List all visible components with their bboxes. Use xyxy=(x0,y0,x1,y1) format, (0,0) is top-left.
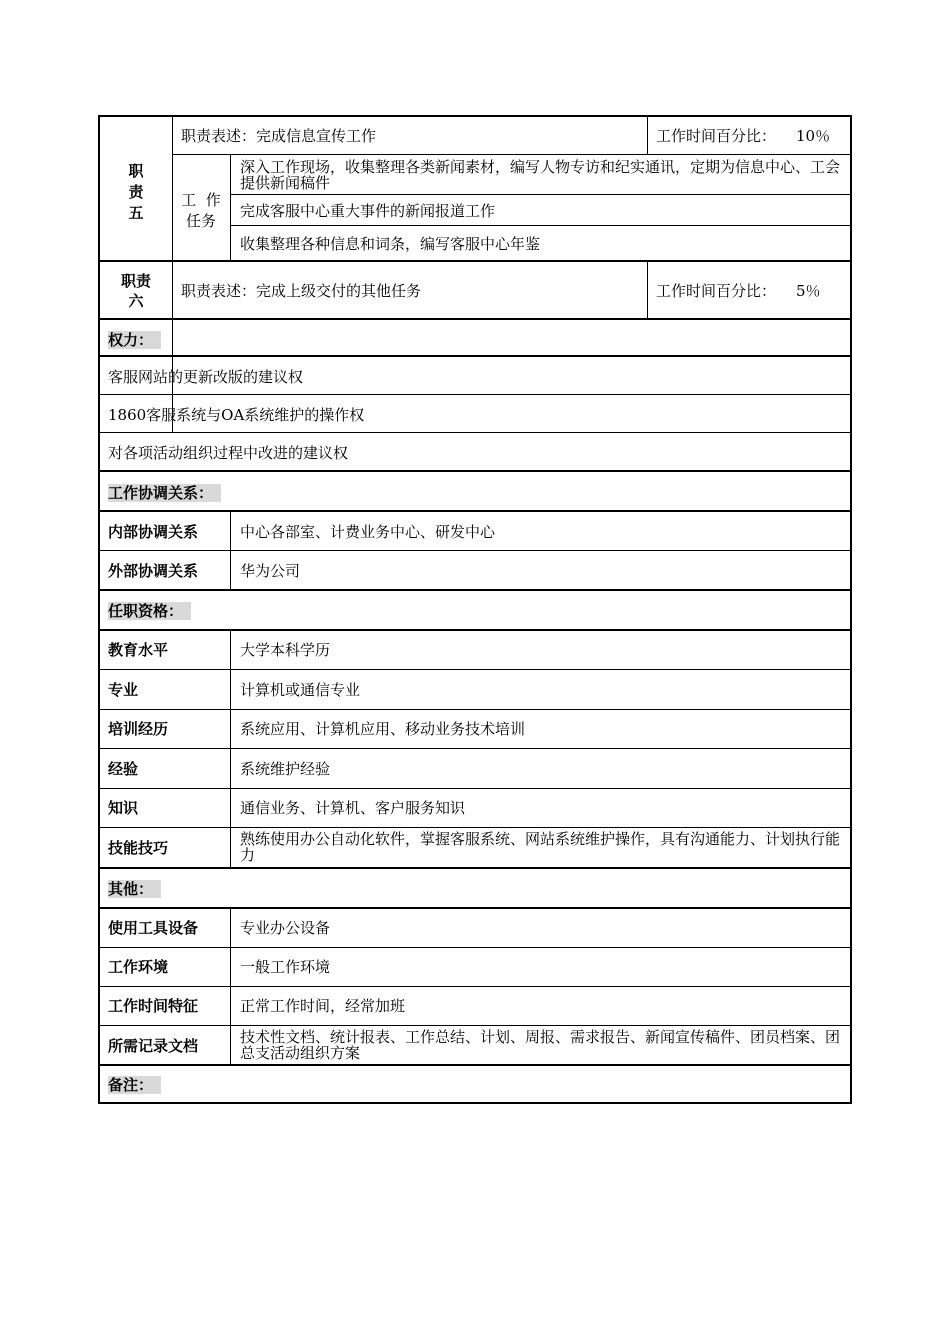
row-divider xyxy=(100,867,852,869)
coordination-label-external: 外部协调关系 xyxy=(108,562,199,580)
row-divider xyxy=(100,510,852,512)
qualification-value: 系统应用、计算机应用、移动业务技术培训 xyxy=(240,720,526,738)
qualification-value: 通信业务、计算机、客户服务知识 xyxy=(240,799,466,817)
duty5-task-2: 完成客服中心重大事件的新闻报道工作 xyxy=(240,202,496,220)
qualification-value: 系统维护经验 xyxy=(240,760,331,778)
authority-item-3: 对各项活动组织过程中改进的建议权 xyxy=(108,444,349,462)
row-divider xyxy=(100,550,852,551)
qualification-label: 培训经历 xyxy=(108,720,169,738)
other-label: 所需记录文档 xyxy=(108,1037,199,1055)
other-label: 使用工具设备 xyxy=(108,919,199,937)
duty6-time-value: 5％ xyxy=(796,282,821,300)
qualification-label: 技能技巧 xyxy=(108,839,169,857)
row-divider xyxy=(100,1064,852,1066)
row-divider xyxy=(100,827,852,828)
coordination-label-internal: 内部协调关系 xyxy=(108,523,199,541)
coordination-value-internal: 中心各部室、计费业务中心、研发中心 xyxy=(240,523,496,541)
column-divider xyxy=(230,154,231,261)
row-divider xyxy=(172,154,852,155)
column-divider xyxy=(230,909,231,1065)
qualification-value: 计算机或通信专业 xyxy=(240,681,361,699)
authority-title: 权力： xyxy=(108,332,161,349)
qualification-value: 大学本科学历 xyxy=(240,641,331,659)
duty5-task-3: 收集整理各种信息和词条，编写客服中心年鉴 xyxy=(240,235,541,253)
row-divider xyxy=(100,318,852,320)
other-value: 正常工作时间，经常加班 xyxy=(240,997,406,1015)
qualification-label: 经验 xyxy=(108,760,139,778)
coordination-title: 工作协调关系： xyxy=(108,485,221,502)
duty5-task-header: 工 作 任务 xyxy=(181,191,221,230)
row-divider xyxy=(100,709,852,710)
qualification-label: 教育水平 xyxy=(108,641,169,659)
authority-item-2: 1860客服系统与OA系统维护的操作权 xyxy=(108,406,365,424)
row-divider xyxy=(100,907,852,909)
other-value: 技术性文档、统计报表、工作总结、计划、周报、需求报告、新闻宣传稿件、团员档案、团总支活动组织方案 xyxy=(240,1028,841,1062)
row-divider xyxy=(100,788,852,789)
duty5-time-value: 10％ xyxy=(796,127,831,145)
row-divider xyxy=(100,470,852,472)
other-label: 工作环境 xyxy=(108,958,169,976)
row-divider xyxy=(100,947,852,948)
qualification-value: 熟练使用办公自动化软件，掌握客服系统、网站系统维护操作，具有沟通能力、计划执行能力 xyxy=(240,830,841,864)
other-label: 工作时间特征 xyxy=(108,997,199,1015)
column-divider xyxy=(647,117,648,154)
row-divider xyxy=(100,748,852,749)
row-divider xyxy=(230,194,852,195)
duty5-task-1: 深入工作现场，收集整理各类新闻素材，编写人物专访和纪实通讯，定期为信息中心、工会提供新闻稿件 xyxy=(240,158,841,192)
row-divider xyxy=(100,629,852,631)
row-divider xyxy=(100,1025,852,1026)
qualification-title: 任职资格： xyxy=(108,603,191,620)
duty6-statement: 职责表述：完成上级交付的其他任务 xyxy=(181,282,422,300)
other-value: 一般工作环境 xyxy=(240,958,331,976)
other-value: 专业办公设备 xyxy=(240,919,331,937)
row-divider xyxy=(100,260,852,262)
duty5-header: 职 责 五 xyxy=(128,162,144,222)
job-description-table xyxy=(98,115,852,1104)
row-divider xyxy=(100,355,852,357)
qualification-label: 专业 xyxy=(108,681,139,699)
row-divider xyxy=(100,394,852,395)
row-divider xyxy=(100,669,852,670)
coordination-value-external: 华为公司 xyxy=(240,562,301,580)
authority-item-1: 客服网站的更新改版的建议权 xyxy=(108,368,304,386)
row-divider xyxy=(100,432,852,433)
duty6-header: 职责 六 xyxy=(120,272,151,310)
other-title: 其他： xyxy=(108,881,161,898)
duty6-time-label: 工作时间百分比： xyxy=(656,282,777,300)
duty5-statement: 职责表述：完成信息宣传工作 xyxy=(181,127,377,145)
column-divider xyxy=(647,262,648,318)
column-divider xyxy=(230,631,231,867)
notes-title: 备注： xyxy=(108,1077,161,1094)
duty5-time-label: 工作时间百分比： xyxy=(656,127,777,145)
row-divider xyxy=(100,589,852,591)
row-divider xyxy=(230,225,852,226)
row-divider xyxy=(100,986,852,987)
qualification-label: 知识 xyxy=(108,799,139,817)
